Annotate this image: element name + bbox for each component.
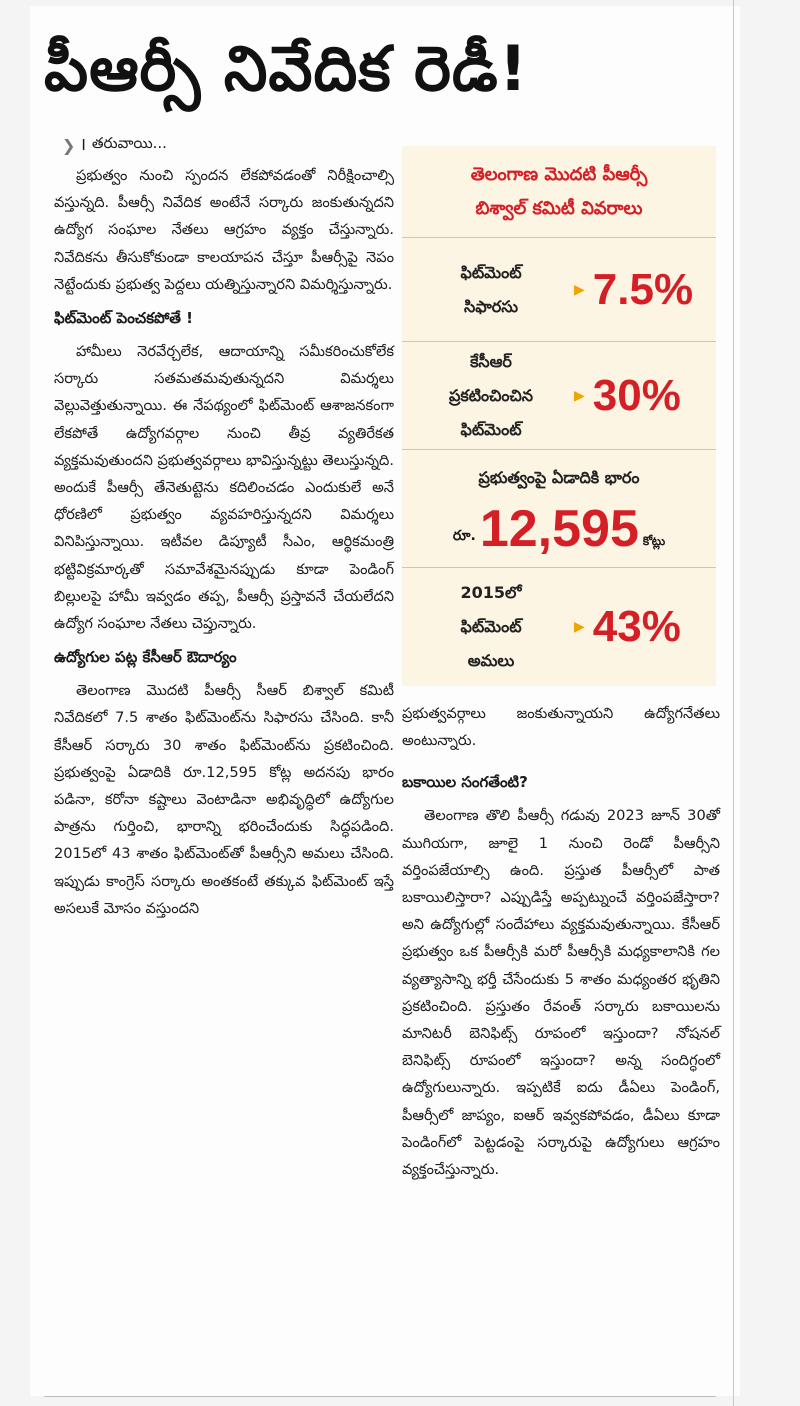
fact-label: ఫిట్‌మెంట్ సిఫారసు bbox=[460, 262, 522, 316]
fact-row-2015 bbox=[402, 568, 716, 686]
info-box-title-line: తెలంగాణ మొదటి పీఆర్సీ bbox=[470, 163, 648, 185]
paragraph: తెలంగాణ తొలి పీఆర్సీ గడువు 2023 జూన్ 30తో ముగియగా, జూలై 1 నుంచి రెండో పీఆర్సీని వర్తింపజేయాల్సి ఉంది. ప్రస్తుత పీఆర్సీలో పాత బకాయిలిస్తారా? ఎప్పుడిస్తే అప్పట్నుంచే వర్తింపజేస్తారా? అని ఉద్యోగుల్లో సందేహాలు వ్యక్తమవుతున్నాయి. కేసీఆర్ ప్రభుత్వం ఒక పీఆర్సీకి మరో పీఆర్సీకి మధ్యకాలానికి గల వ్యత్యాసాన్ని భర్తీ చేసేందుకు 5 శాతం మధ్యంతర భృతిని ప్రకటించింది. ప్రస్తుతం రేవంత్ సర్కారు బకాయిలను మానిటరీ బెనిఫిట్స్ రూపంలో ఇస్తుందా? నోషనల్ బెనిఫిట్స్ రూపంలో ఇస్తుందా? అన్న సందిగ్ధంలో ఉద్యోగులున్నారు. ఇప్పటికే ఐదు డీఏలు పెండింగ్, పీఆర్సీలో జాప్యం, ఐఆర్ ఇవ్వకపోవడం, డీఏలు కూడా పెండింగ్‌లో పెట్టడంపై సర్కారుపై ఉద్యోగులు ఆగ్రహం వ్యక్తంచేస్తున్నారు. bbox=[402, 807, 720, 1179]
info-box-title bbox=[402, 146, 716, 238]
fact-row-burden bbox=[402, 450, 716, 568]
subheading: ఉద్యోగుల పట్ల కేసీఆర్ ఔదార్యం bbox=[54, 648, 237, 667]
fact-label: కేసీఆర్ ప్రకటించించిన ఫిట్‌మెంట్ bbox=[448, 351, 534, 439]
article-column-left bbox=[54, 162, 394, 922]
paragraph: హామీలు నెరవేర్చలేక, ఆదాయాన్ని సమీకరించుకోలేక సర్కారు సతమతమవుతున్నదని విమర్శలు వెల్లువెత్తుతున్నాయి. ఈ నేపథ్యంలో ఫిట్‌మెంట్ ఆశాజనకంగా లేకపోతే ఉద్యోగవర్గాల నుంచి తీవ్ర వ్యతిరేకత వ్యక్తమవుతుందని ప్రభుత్వవర్గాలు భావిస్తున్నట్టు తెలుస్తున్నది. అందుకే పీఆర్సీ తేనెతుట్టెను కదిలించడం ఎందుకులే అనే ధోరణిలో ప్రభుత్వం వ్యవహరిస్తున్నదని విమర్శలు వినిపిస్తున్నాయి. ఇటీవల డిప్యూటీ సీఎం, ఆర్థికమంత్రి భట్టివిక్రమార్కతో సమావేశమైనప్పుడు కూడా పెండింగ్ బిల్లులపై హామీ ఇవ్వడం తప్ప, పీఆర్సీ ప్రస్తావనే చేయలేదని ఉద్యోగ సంఘాల నేతలు చెప్తున్నారు. bbox=[54, 343, 394, 633]
triangle-right-icon: ▶ bbox=[574, 281, 585, 298]
paragraph: ప్రభుత్వవర్గాలు జంకుతున్నాయని ఉద్యోగనేతలు అంటున్నారు. bbox=[402, 705, 720, 750]
headline: పీఆర్సీ నివేదిక రెడీ! bbox=[44, 32, 529, 105]
paragraph: ప్రభుత్వం నుంచి స్పందన లేకపోవడంతో నిరీక్షించాల్సి వస్తున్నది. పీఆర్సీ నివేదిక అంటేనే సర్కారు జంకుతున్నదని ఉద్యోగ సంఘాల నేతలు ఆగ్రహం వ్యక్తం చేస్తున్నారు. నివేదికను తీసుకోకుండా కాలయాపన చేస్తూ పీఆర్సీపై నెపం నెట్టేందుకు ప్రభుత్వ పెద్దలు యత్నిస్తున్నారని విమర్శిస్తున్నారు. bbox=[54, 167, 394, 293]
subheading: ఫిట్‌మెంట్ పెంచకపోతే ! bbox=[54, 309, 194, 328]
fact-label: ప్రభుత్వంపై ఏడాదికి భారం bbox=[478, 467, 640, 487]
triangle-right-icon: ▶ bbox=[574, 387, 585, 404]
article-column-right bbox=[402, 700, 720, 1183]
chevron-right-icon: ❯ bbox=[62, 135, 76, 155]
column-divider bbox=[733, 0, 734, 1406]
fact-value: 30% bbox=[592, 370, 681, 420]
paragraph: తెలంగాణ మొదటి పీఆర్సీ సీఆర్ బిశ్వాల్ కమిటీ నివేదికలో 7.5 శాతం ఫిట్‌మెంట్‌ను సిఫారసు చేసింది. కానీ కేసీఆర్ సర్కారు 30 శాతం ఫిట్‌మెంట్‌ను ప్రకటించింది. ప్రభుత్వంపై ఏడాదికి రూ.12,595 కోట్ల అదనపు భారం పడినా, కరోనా కష్టాలు వెంటాడినా అభివృద్ధిలో ఉద్యోగుల పాత్రను గుర్తించి, భారాన్ని భరించేందుకు సిద్ధపడింది. 2015లో 43 శాతం ఫిట్‌మెంట్‌తో పీఆర్సీని అమలు చేసింది. ఇప్పుడు కాంగ్రెస్ సర్కారు అంతకంటే తక్కువ ఫిట్‌మెంట్ ఇస్తే అసలుకే మోసం వస్తుందని bbox=[54, 682, 394, 917]
info-box bbox=[402, 146, 716, 686]
fact-row-recommended bbox=[402, 238, 716, 342]
fact-value: 43% bbox=[592, 602, 681, 651]
fact-row-announced bbox=[402, 342, 716, 450]
fact-value: 12,595 bbox=[479, 499, 639, 558]
bottom-rule bbox=[44, 1396, 716, 1397]
subheading: బకాయిల సంగతేంటి? bbox=[402, 773, 528, 792]
continued-text: తరువాయి... bbox=[91, 134, 167, 152]
triangle-right-icon: ▶ bbox=[574, 619, 585, 635]
amount-unit: కోట్లు bbox=[642, 533, 666, 548]
continued-marker bbox=[62, 134, 167, 156]
info-box-title-line: బిశ్వాల్ కమిటీ వివరాలు bbox=[475, 197, 643, 219]
continued-label: I bbox=[81, 136, 86, 154]
currency-prefix: రూ. bbox=[452, 527, 476, 544]
burden-amount bbox=[453, 501, 665, 557]
fact-label: 2015లో ఫిట్‌మెంట్ అమలు bbox=[460, 583, 522, 670]
fact-value: 7.5% bbox=[592, 264, 694, 314]
